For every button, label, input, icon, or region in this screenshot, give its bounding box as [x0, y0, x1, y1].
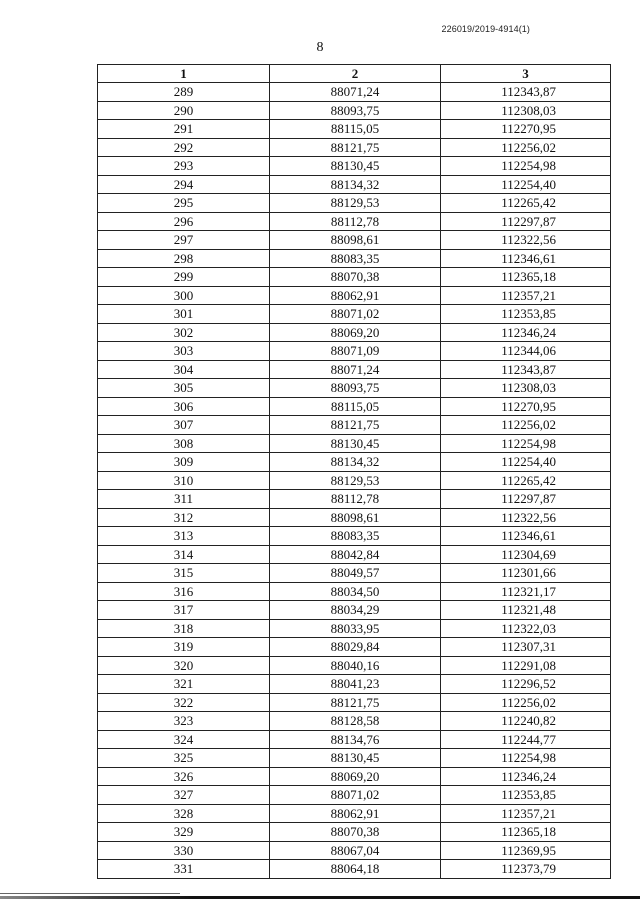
- cell-x-coordinate: 88034,29: [270, 601, 441, 620]
- cell-y-coordinate: 112365,18: [441, 268, 611, 287]
- cell-x-coordinate: 88070,38: [270, 823, 441, 842]
- cell-y-coordinate: 112254,40: [441, 453, 611, 472]
- cell-point-number: 315: [98, 564, 270, 583]
- cell-x-coordinate: 88112,78: [270, 212, 441, 231]
- cell-y-coordinate: 112256,02: [441, 416, 611, 435]
- table-row: [98, 342, 611, 361]
- cell-x-coordinate: 88130,45: [270, 749, 441, 768]
- cell-point-number: 319: [98, 638, 270, 657]
- cell-point-number: 301: [98, 305, 270, 324]
- page-number: 8: [316, 40, 324, 55]
- table-row: [98, 860, 611, 879]
- cell-x-coordinate: 88129,53: [270, 194, 441, 213]
- cell-y-coordinate: 112353,85: [441, 786, 611, 805]
- table-row: [98, 638, 611, 657]
- cell-x-coordinate: 88121,75: [270, 416, 441, 435]
- cell-x-coordinate: 88129,53: [270, 471, 441, 490]
- cell-point-number: 299: [98, 268, 270, 287]
- cell-x-coordinate: 88071,02: [270, 305, 441, 324]
- cell-x-coordinate: 88049,57: [270, 564, 441, 583]
- table-row: [98, 841, 611, 860]
- cell-x-coordinate: 88064,18: [270, 860, 441, 879]
- cell-point-number: 305: [98, 379, 270, 398]
- table-row: [98, 804, 611, 823]
- table-row: [98, 268, 611, 287]
- column-header-x-coordinate: 2: [270, 65, 441, 83]
- cell-y-coordinate: 112353,85: [441, 305, 611, 324]
- cell-x-coordinate: 88034,50: [270, 582, 441, 601]
- coordinates-table: [97, 64, 611, 879]
- table-row: [98, 397, 611, 416]
- table-row: [98, 749, 611, 768]
- cell-x-coordinate: 88083,35: [270, 527, 441, 546]
- cell-x-coordinate: 88112,78: [270, 490, 441, 509]
- table-row: [98, 786, 611, 805]
- cell-point-number: 300: [98, 286, 270, 305]
- cell-y-coordinate: 112307,31: [441, 638, 611, 657]
- cell-point-number: 320: [98, 656, 270, 675]
- table-row: [98, 323, 611, 342]
- table-row: [98, 138, 611, 157]
- cell-y-coordinate: 112254,98: [441, 749, 611, 768]
- cell-x-coordinate: 88071,24: [270, 360, 441, 379]
- cell-y-coordinate: 112357,21: [441, 804, 611, 823]
- cell-x-coordinate: 88098,61: [270, 508, 441, 527]
- table-row: [98, 305, 611, 324]
- cell-y-coordinate: 112304,69: [441, 545, 611, 564]
- cell-point-number: 313: [98, 527, 270, 546]
- cell-x-coordinate: 88042,84: [270, 545, 441, 564]
- table-row: [98, 416, 611, 435]
- cell-x-coordinate: 88071,09: [270, 342, 441, 361]
- cell-x-coordinate: 88071,24: [270, 83, 441, 102]
- cell-y-coordinate: 112346,61: [441, 249, 611, 268]
- cell-point-number: 298: [98, 249, 270, 268]
- cell-x-coordinate: 88115,05: [270, 397, 441, 416]
- cell-point-number: 316: [98, 582, 270, 601]
- cell-point-number: 306: [98, 397, 270, 416]
- cell-y-coordinate: 112308,03: [441, 101, 611, 120]
- cell-y-coordinate: 112270,95: [441, 397, 611, 416]
- cell-point-number: 322: [98, 693, 270, 712]
- cell-point-number: 302: [98, 323, 270, 342]
- cell-point-number: 331: [98, 860, 270, 879]
- cell-point-number: 314: [98, 545, 270, 564]
- cell-point-number: 291: [98, 120, 270, 139]
- cell-y-coordinate: 112322,56: [441, 508, 611, 527]
- cell-point-number: 296: [98, 212, 270, 231]
- cell-y-coordinate: 112308,03: [441, 379, 611, 398]
- cell-point-number: 312: [98, 508, 270, 527]
- cell-point-number: 324: [98, 730, 270, 749]
- cell-x-coordinate: 88040,16: [270, 656, 441, 675]
- cell-point-number: 309: [98, 453, 270, 472]
- table-row: [98, 619, 611, 638]
- cell-x-coordinate: 88070,38: [270, 268, 441, 287]
- table-row: [98, 231, 611, 250]
- cell-point-number: 311: [98, 490, 270, 509]
- cell-point-number: 326: [98, 767, 270, 786]
- cell-x-coordinate: 88062,91: [270, 286, 441, 305]
- scan-edge-bar: [0, 896, 640, 899]
- cell-x-coordinate: 88121,75: [270, 693, 441, 712]
- cell-x-coordinate: 88134,32: [270, 175, 441, 194]
- cell-point-number: 327: [98, 786, 270, 805]
- cell-y-coordinate: 112346,61: [441, 527, 611, 546]
- cell-x-coordinate: 88130,45: [270, 434, 441, 453]
- cell-y-coordinate: 112265,42: [441, 471, 611, 490]
- table-row: [98, 120, 611, 139]
- cell-x-coordinate: 88098,61: [270, 231, 441, 250]
- cell-y-coordinate: 112256,02: [441, 138, 611, 157]
- cell-x-coordinate: 88134,32: [270, 453, 441, 472]
- table-header-row: [98, 65, 611, 83]
- table-row: [98, 582, 611, 601]
- cell-point-number: 330: [98, 841, 270, 860]
- table-row: [98, 730, 611, 749]
- cell-point-number: 294: [98, 175, 270, 194]
- table-row: [98, 767, 611, 786]
- cell-y-coordinate: 112322,56: [441, 231, 611, 250]
- cell-y-coordinate: 112346,24: [441, 767, 611, 786]
- document-reference-number: 226019/2019-4914(1): [441, 24, 530, 34]
- cell-point-number: 295: [98, 194, 270, 213]
- cell-y-coordinate: 112254,98: [441, 434, 611, 453]
- cell-point-number: 308: [98, 434, 270, 453]
- cell-y-coordinate: 112254,40: [441, 175, 611, 194]
- cell-x-coordinate: 88069,20: [270, 323, 441, 342]
- cell-x-coordinate: 88121,75: [270, 138, 441, 157]
- table-row: [98, 693, 611, 712]
- cell-x-coordinate: 88130,45: [270, 157, 441, 176]
- cell-point-number: 323: [98, 712, 270, 731]
- cell-y-coordinate: 112297,87: [441, 490, 611, 509]
- cell-y-coordinate: 112254,98: [441, 157, 611, 176]
- cell-x-coordinate: 88128,58: [270, 712, 441, 731]
- cell-point-number: 292: [98, 138, 270, 157]
- cell-y-coordinate: 112270,95: [441, 120, 611, 139]
- table-row: [98, 508, 611, 527]
- cell-y-coordinate: 112321,48: [441, 601, 611, 620]
- cell-y-coordinate: 112291,08: [441, 656, 611, 675]
- table-row: [98, 823, 611, 842]
- cell-y-coordinate: 112343,87: [441, 83, 611, 102]
- table-row: [98, 564, 611, 583]
- table-row: [98, 194, 611, 213]
- table-row: [98, 175, 611, 194]
- cell-y-coordinate: 112344,06: [441, 342, 611, 361]
- table-row: [98, 157, 611, 176]
- cell-point-number: 303: [98, 342, 270, 361]
- table-row: [98, 360, 611, 379]
- table-row: [98, 83, 611, 102]
- cell-y-coordinate: 112265,42: [441, 194, 611, 213]
- table-row: [98, 212, 611, 231]
- cell-x-coordinate: 88041,23: [270, 675, 441, 694]
- table-row: [98, 490, 611, 509]
- cell-point-number: 289: [98, 83, 270, 102]
- cell-x-coordinate: 88062,91: [270, 804, 441, 823]
- column-header-y-coordinate: 3: [441, 65, 611, 83]
- cell-y-coordinate: 112346,24: [441, 323, 611, 342]
- table-row: [98, 434, 611, 453]
- table-row: [98, 453, 611, 472]
- cell-point-number: 307: [98, 416, 270, 435]
- table-row: [98, 379, 611, 398]
- cell-y-coordinate: 112322,03: [441, 619, 611, 638]
- cell-point-number: 290: [98, 101, 270, 120]
- table-row: [98, 527, 611, 546]
- cell-point-number: 310: [98, 471, 270, 490]
- cell-y-coordinate: 112301,66: [441, 564, 611, 583]
- cell-x-coordinate: 88071,02: [270, 786, 441, 805]
- cell-y-coordinate: 112373,79: [441, 860, 611, 879]
- cell-y-coordinate: 112357,21: [441, 286, 611, 305]
- cell-x-coordinate: 88093,75: [270, 101, 441, 120]
- cell-y-coordinate: 112321,17: [441, 582, 611, 601]
- table-row: [98, 471, 611, 490]
- cell-y-coordinate: 112343,87: [441, 360, 611, 379]
- cell-point-number: 317: [98, 601, 270, 620]
- cell-point-number: 329: [98, 823, 270, 842]
- table-row: [98, 249, 611, 268]
- cell-y-coordinate: 112256,02: [441, 693, 611, 712]
- table-row: [98, 656, 611, 675]
- table-row: [98, 286, 611, 305]
- table-row: [98, 675, 611, 694]
- scan-artifact-line: [0, 893, 180, 894]
- cell-x-coordinate: 88069,20: [270, 767, 441, 786]
- cell-x-coordinate: 88067,04: [270, 841, 441, 860]
- cell-y-coordinate: 112297,87: [441, 212, 611, 231]
- cell-y-coordinate: 112365,18: [441, 823, 611, 842]
- cell-x-coordinate: 88033,95: [270, 619, 441, 638]
- cell-y-coordinate: 112244,77: [441, 730, 611, 749]
- cell-x-coordinate: 88083,35: [270, 249, 441, 268]
- cell-x-coordinate: 88134,76: [270, 730, 441, 749]
- table-body: [98, 83, 611, 879]
- table-row: [98, 101, 611, 120]
- cell-y-coordinate: 112369,95: [441, 841, 611, 860]
- table-row: [98, 601, 611, 620]
- cell-point-number: 318: [98, 619, 270, 638]
- cell-y-coordinate: 112296,52: [441, 675, 611, 694]
- cell-x-coordinate: 88029,84: [270, 638, 441, 657]
- column-header-point-number: 1: [98, 65, 270, 83]
- cell-x-coordinate: 88115,05: [270, 120, 441, 139]
- table-row: [98, 712, 611, 731]
- cell-x-coordinate: 88093,75: [270, 379, 441, 398]
- cell-point-number: 304: [98, 360, 270, 379]
- cell-point-number: 325: [98, 749, 270, 768]
- cell-point-number: 328: [98, 804, 270, 823]
- cell-point-number: 321: [98, 675, 270, 694]
- cell-point-number: 297: [98, 231, 270, 250]
- table-row: [98, 545, 611, 564]
- cell-y-coordinate: 112240,82: [441, 712, 611, 731]
- cell-point-number: 293: [98, 157, 270, 176]
